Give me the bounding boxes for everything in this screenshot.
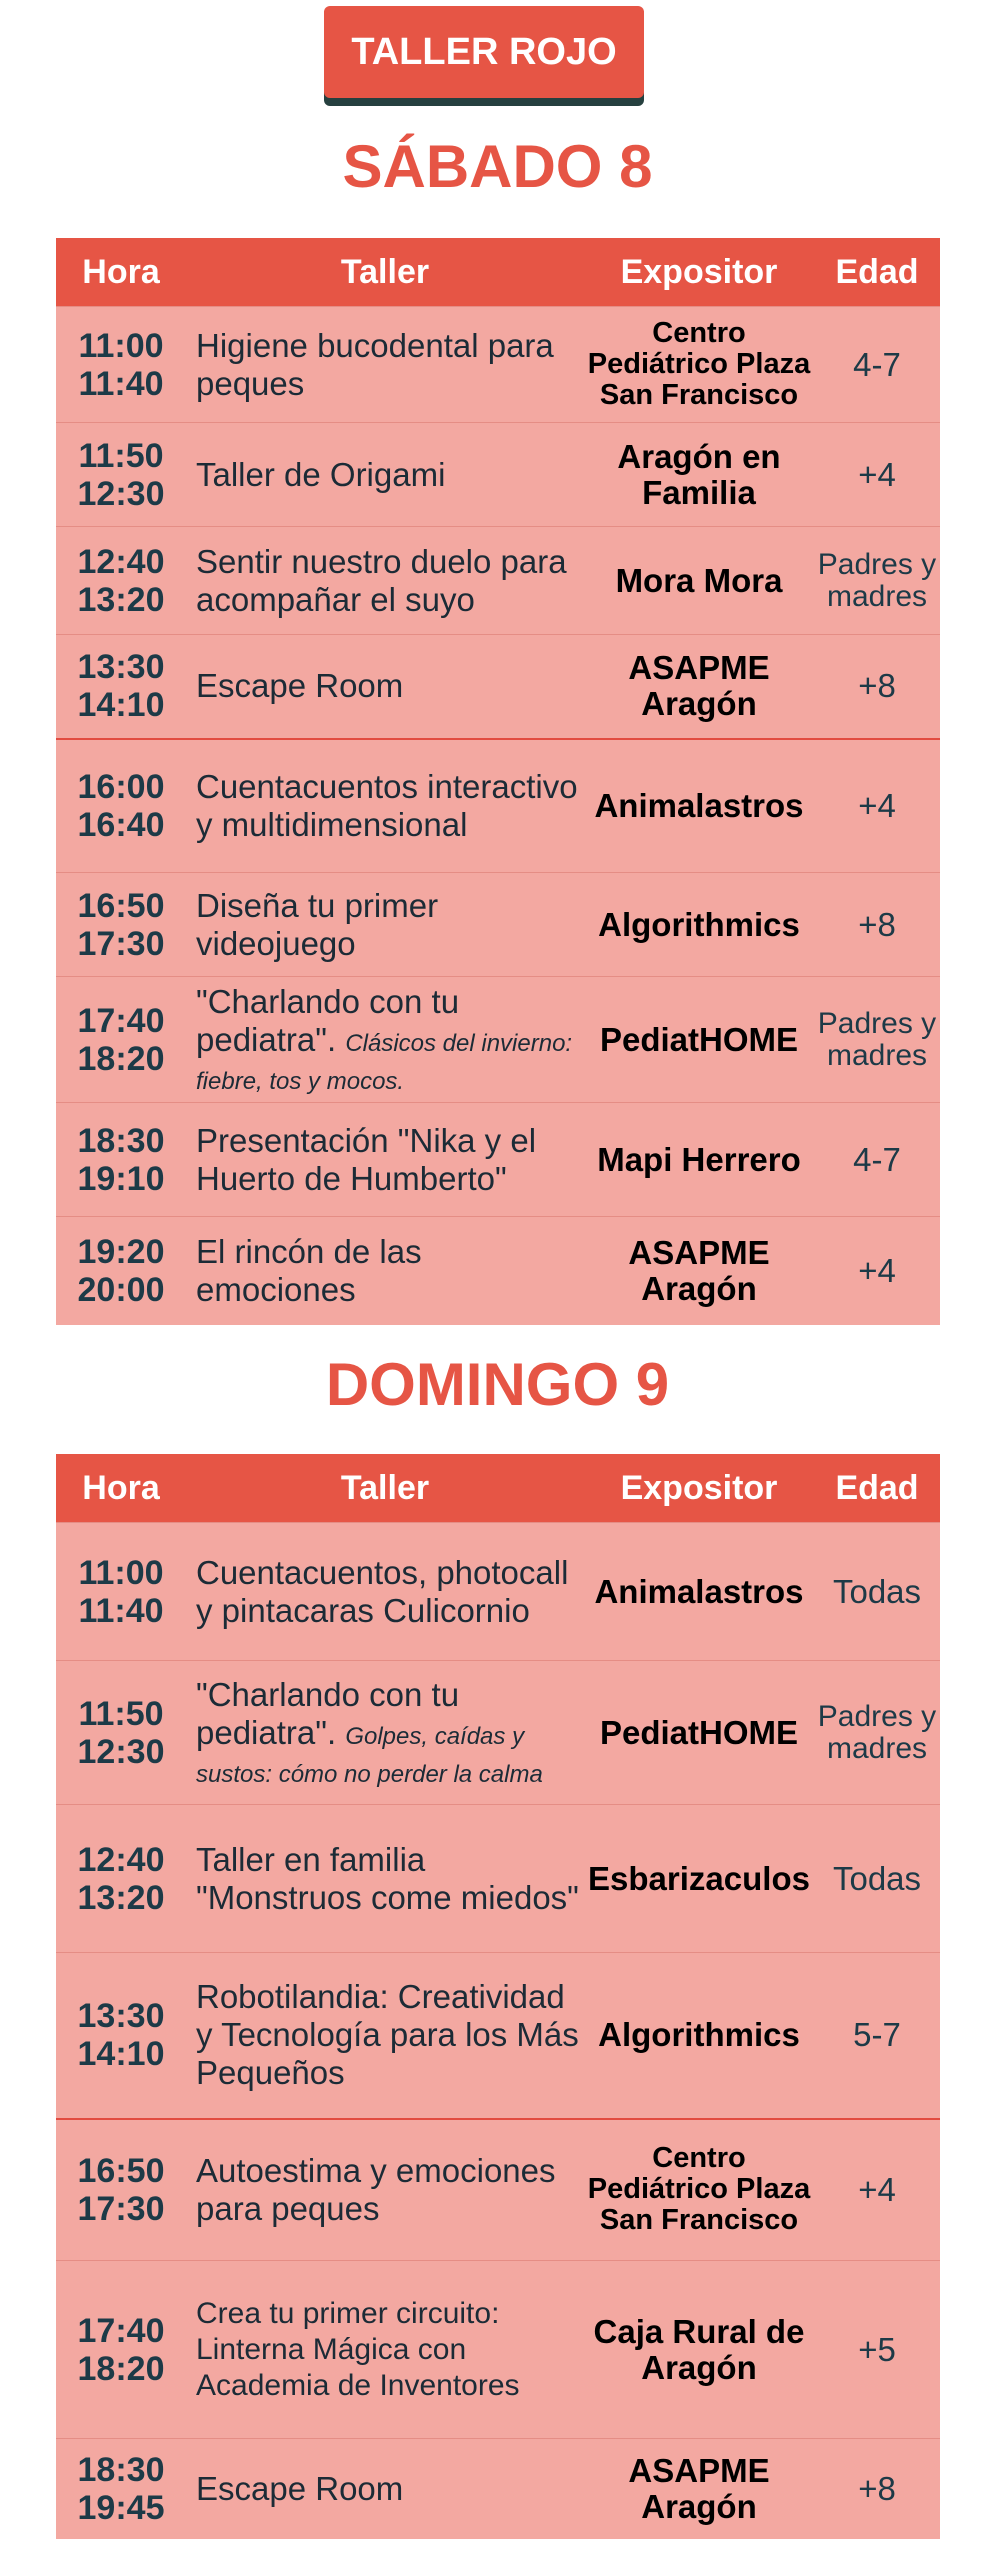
hora-cell xyxy=(56,873,186,977)
table-row xyxy=(56,423,940,527)
hora-end: 16:40 xyxy=(77,805,165,844)
edad-cell: +8 xyxy=(814,873,940,977)
table-row xyxy=(56,1103,940,1217)
table-row xyxy=(56,873,940,977)
expositor-cell: Algorithmics xyxy=(584,1953,814,2119)
expositor-cell: Mapi Herrero xyxy=(584,1103,814,1217)
hora-start: 11:00 xyxy=(78,326,164,365)
hora-cell xyxy=(56,1953,186,2119)
hora-cell xyxy=(56,423,186,527)
hora-end: 11:40 xyxy=(78,364,164,403)
expositor-cell: ASAPME Aragón xyxy=(584,635,814,739)
hora-start: 11:50 xyxy=(78,1694,164,1733)
taller-cell: Taller en familia "Monstruos come miedos" xyxy=(186,1805,584,1953)
hora-end: 14:10 xyxy=(77,686,165,725)
hora-start: 16:50 xyxy=(77,886,165,925)
hora-cell xyxy=(56,739,186,873)
taller-cell: Escape Room xyxy=(186,635,584,739)
hora-end: 19:45 xyxy=(77,2488,165,2527)
header-expositor: Expositor xyxy=(584,238,814,307)
edad-cell: 5-7 xyxy=(814,1953,940,2119)
header-taller: Taller xyxy=(186,238,584,307)
hora-cell xyxy=(56,1805,186,1953)
edad-cell: +8 xyxy=(814,635,940,739)
taller-cell xyxy=(186,977,584,1103)
edad-cell: +4 xyxy=(814,2119,940,2261)
edad-cell: +5 xyxy=(814,2261,940,2439)
expositor-cell: Centro Pediátrico Plaza San Francisco xyxy=(584,2119,814,2261)
hora-cell xyxy=(56,1661,186,1805)
hora-end: 11:40 xyxy=(78,1591,164,1630)
hora-cell xyxy=(56,1217,186,1325)
edad-cell: +4 xyxy=(814,739,940,873)
expositor-cell: ASAPME Aragón xyxy=(584,1217,814,1325)
hora-cell xyxy=(56,2439,186,2539)
hora-cell xyxy=(56,527,186,635)
table-row xyxy=(56,1661,940,1805)
table-header-row xyxy=(56,238,940,307)
taller-cell: Taller de Origami xyxy=(186,423,584,527)
sabado-table xyxy=(56,238,940,1325)
taller-subtitle: Clásicos del invierno: fiebre, tos y mocos. xyxy=(196,1029,573,1095)
edad-cell: +8 xyxy=(814,2439,940,2539)
taller-cell xyxy=(186,1661,584,1805)
hora-start: 13:30 xyxy=(77,648,165,687)
table-row xyxy=(56,1953,940,2119)
taller-cell: Cuentacuentos interactivo y multidimensional xyxy=(186,739,584,873)
hora-end: 12:30 xyxy=(77,474,165,513)
table-row xyxy=(56,739,940,873)
header-taller: Taller xyxy=(186,1454,584,1523)
hora-start: 17:40 xyxy=(77,2311,165,2350)
hora-end: 19:10 xyxy=(77,1159,165,1198)
hora-end: 18:20 xyxy=(77,2349,165,2388)
expositor-cell: Algorithmics xyxy=(584,873,814,977)
table-row xyxy=(56,2119,940,2261)
table-row xyxy=(56,2261,940,2439)
header-hora: Hora xyxy=(56,1454,186,1523)
edad-cell: 4-7 xyxy=(814,307,940,423)
header-hora: Hora xyxy=(56,238,186,307)
domingo-table xyxy=(56,1454,940,2539)
hora-start: 12:40 xyxy=(77,1840,165,1879)
hora-start: 16:50 xyxy=(77,2151,165,2190)
hora-cell xyxy=(56,2261,186,2439)
taller-cell: Higiene bucodental para peques xyxy=(186,307,584,423)
hora-start: 11:50 xyxy=(78,436,164,475)
taller-cell: El rincón de las emociones xyxy=(186,1217,584,1325)
edad-cell: Padres y madres xyxy=(814,527,940,635)
edad-cell: +4 xyxy=(814,423,940,527)
hora-end: 12:30 xyxy=(77,1732,165,1771)
domingo-title: DOMINGO 9 xyxy=(325,1351,670,1418)
hora-cell xyxy=(56,307,186,423)
edad-cell: Padres y madres xyxy=(814,1661,940,1805)
expositor-cell: Centro Pediátrico Plaza San Francisco xyxy=(584,307,814,423)
hora-cell xyxy=(56,635,186,739)
header-edad: Edad xyxy=(814,238,940,307)
expositor-cell: Mora Mora xyxy=(584,527,814,635)
table-row xyxy=(56,1805,940,1953)
hora-start: 17:40 xyxy=(77,1001,165,1040)
table-row xyxy=(56,635,940,739)
header-edad: Edad xyxy=(814,1454,940,1523)
taller-cell: Robotilandia: Creatividad y Tecnología para los Más Pequeños xyxy=(186,1953,584,2119)
hora-end: 20:00 xyxy=(77,1270,165,1309)
hora-end: 13:20 xyxy=(77,1878,165,1917)
taller-cell: Cuentacuentos, photocall y pintacaras Culicornio xyxy=(186,1523,584,1661)
hora-cell xyxy=(56,2119,186,2261)
taller-cell: Diseña tu primer videojuego xyxy=(186,873,584,977)
table-header-row xyxy=(56,1454,940,1523)
taller-main: "Charlando con tu pediatra". xyxy=(196,982,460,1058)
hora-start: 18:30 xyxy=(77,1121,165,1160)
taller-main: "Charlando con tu pediatra". xyxy=(196,1675,460,1751)
taller-subtitle: Golpes, caídas y sustos: cómo no perder la calma xyxy=(196,1722,543,1788)
taller-cell: Crea tu primer circuito: Linterna Mágica con Academia de Inventores xyxy=(186,2261,584,2439)
hora-start: 12:40 xyxy=(77,542,165,581)
sabado-title: SÁBADO 8 xyxy=(342,133,653,200)
expositor-cell: ASAPME Aragón xyxy=(584,2439,814,2539)
expositor-cell: Animalastros xyxy=(584,739,814,873)
hora-start: 16:00 xyxy=(77,767,165,806)
edad-cell: +4 xyxy=(814,1217,940,1325)
hora-end: 17:30 xyxy=(77,924,165,963)
taller-cell: Escape Room xyxy=(186,2439,584,2539)
hora-cell xyxy=(56,1523,186,1661)
hora-end: 13:20 xyxy=(77,580,165,619)
expositor-cell: PediatHOME xyxy=(584,977,814,1103)
edad-cell: Padres y madres xyxy=(814,977,940,1103)
taller-cell: Sentir nuestro duelo para acompañar el suyo xyxy=(186,527,584,635)
table-row xyxy=(56,977,940,1103)
hora-start: 11:00 xyxy=(78,1553,164,1592)
table-row xyxy=(56,527,940,635)
taller-cell: Autoestima y emociones para peques xyxy=(186,2119,584,2261)
edad-cell: 4-7 xyxy=(814,1103,940,1217)
expositor-cell: Animalastros xyxy=(584,1523,814,1661)
expositor-cell: Aragón en Familia xyxy=(584,423,814,527)
table-row xyxy=(56,1217,940,1325)
hora-start: 18:30 xyxy=(77,2450,165,2489)
hora-start: 13:30 xyxy=(77,1997,165,2036)
expositor-cell: Caja Rural de Aragón xyxy=(584,2261,814,2439)
hora-cell xyxy=(56,977,186,1103)
hora-end: 17:30 xyxy=(77,2189,165,2228)
table-row xyxy=(56,2439,940,2539)
expositor-cell: PediatHOME xyxy=(584,1661,814,1805)
hora-cell xyxy=(56,1103,186,1217)
edad-cell: Todas xyxy=(814,1805,940,1953)
hora-end: 18:20 xyxy=(77,1039,165,1078)
header-expositor: Expositor xyxy=(584,1454,814,1523)
edad-cell: Todas xyxy=(814,1523,940,1661)
table-row xyxy=(56,1523,940,1661)
taller-rojo-badge: TALLER ROJO xyxy=(324,6,644,98)
expositor-cell: Esbarizaculos xyxy=(584,1805,814,1953)
hora-start: 19:20 xyxy=(77,1232,165,1271)
taller-cell: Presentación "Nika y el Huerto de Humberto" xyxy=(186,1103,584,1217)
table-row xyxy=(56,307,940,423)
hora-end: 14:10 xyxy=(77,2035,165,2074)
